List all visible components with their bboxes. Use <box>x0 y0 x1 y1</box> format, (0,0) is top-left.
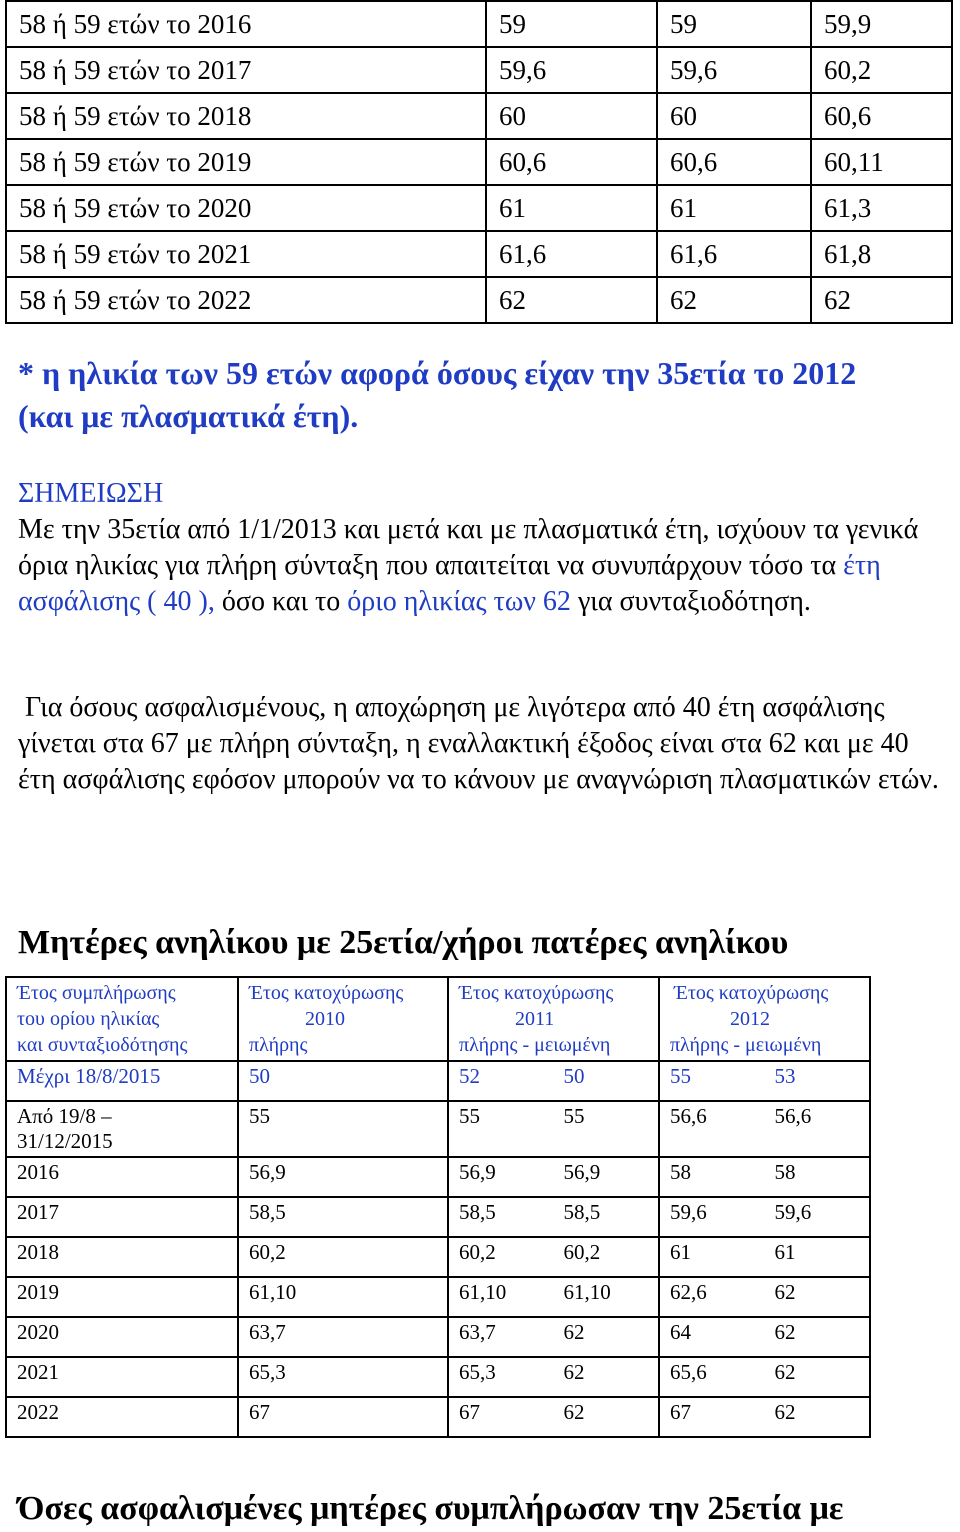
cell: 61 <box>764 1237 870 1277</box>
table-row <box>6 1157 870 1197</box>
cell: Μέχρι 18/8/2015 <box>6 1061 238 1101</box>
cell: 50 <box>238 1061 448 1101</box>
cell-line: 2021 <box>17 1360 59 1384</box>
cell: 55 <box>553 1101 658 1157</box>
note-title: ΣΗΜΕΙΩΣΗ <box>18 478 164 509</box>
mothers-table <box>5 976 871 1438</box>
cell: 58 <box>659 1157 765 1197</box>
cell-year <box>6 1101 238 1157</box>
table-row <box>6 1317 870 1357</box>
table-row <box>6 277 952 323</box>
header-line: πλήρης <box>249 1034 308 1056</box>
table-row <box>6 1101 870 1157</box>
cell: 61,6 <box>657 231 811 277</box>
cell-year <box>6 1317 238 1357</box>
cell: 50 <box>553 1061 658 1101</box>
cell: 59,6 <box>764 1197 870 1237</box>
cell: 56,9 <box>448 1157 553 1197</box>
cell: 62 <box>553 1357 658 1397</box>
table-row <box>6 1357 870 1397</box>
table-row <box>6 93 952 139</box>
cell-line: 2022 <box>17 1400 59 1424</box>
cell: 60,6 <box>657 139 811 185</box>
header-line: 2012 <box>729 1008 770 1030</box>
cell: 55 <box>238 1101 448 1157</box>
cell: 61,10 <box>448 1277 553 1317</box>
cell: 65,3 <box>238 1357 448 1397</box>
header-line: 2011 <box>515 1008 555 1030</box>
cell: 61,8 <box>811 231 952 277</box>
cell: 60,6 <box>486 139 657 185</box>
cell: 62,6 <box>659 1277 765 1317</box>
cell: 62 <box>811 277 952 323</box>
cell: 61 <box>659 1237 765 1277</box>
cell: 60,6 <box>811 93 952 139</box>
cell: 59 <box>486 1 657 47</box>
cell: 58 ή 59 ετών το 2021 <box>6 231 486 277</box>
header-2011 <box>448 977 659 1061</box>
cell: 55 <box>448 1101 553 1157</box>
cell: 60,2 <box>811 47 952 93</box>
table-row <box>6 1397 870 1437</box>
cell: 62 <box>764 1277 870 1317</box>
cell-line: 2018 <box>17 1240 59 1264</box>
paragraph-early-exit: Για όσους ασφαλισμένους, η αποχώρηση με λιγότερα από 40 έτη ασφάλισης γίνεται στα 67 με πλήρη σύνταξη, η εναλλακτική έξοδος είναι στα 62 και με 40 έτη ασφάλισης εφόσον μπορούν να το κάνουν με αναγνώριση πλασματικών ετών. <box>18 692 939 795</box>
cell: 62 <box>486 277 657 323</box>
age-limits-table <box>5 0 953 324</box>
cell: 58 ή 59 ετών το 2022 <box>6 277 486 323</box>
note-section <box>18 476 943 620</box>
cell: 59 <box>657 1 811 47</box>
table-row <box>6 231 952 277</box>
header-line: Έτος κατοχύρωσης <box>459 982 614 1004</box>
cell-line: 2016 <box>17 1160 59 1184</box>
cell: 60,11 <box>811 139 952 185</box>
cell-line: 31/12/2015 <box>17 1129 113 1153</box>
cell: 65,3 <box>448 1357 553 1397</box>
header-line: πλήρης - μειωμένη <box>669 1034 822 1056</box>
cell: 56,6 <box>659 1101 765 1157</box>
cell: 59,6 <box>659 1197 765 1237</box>
cell: 58,5 <box>448 1197 553 1237</box>
cell-year <box>6 1157 238 1197</box>
cell-year <box>6 1237 238 1277</box>
cell: 58 ή 59 ετών το 2018 <box>6 93 486 139</box>
cell: 62 <box>553 1397 658 1437</box>
cell: 53 <box>764 1061 870 1101</box>
cell: 61 <box>486 185 657 231</box>
table-row <box>6 47 952 93</box>
cell: 58 ή 59 ετών το 2019 <box>6 139 486 185</box>
cell: 58 ή 59 ετών το 2017 <box>6 47 486 93</box>
cell: 62 <box>657 277 811 323</box>
cell-year <box>6 1357 238 1397</box>
note-text-c: για συνταξιοδότηση. <box>570 586 811 617</box>
header-2010 <box>238 977 448 1061</box>
cell: 59,6 <box>657 47 811 93</box>
cell-year <box>6 1197 238 1237</box>
table-row <box>6 1197 870 1237</box>
table-row <box>6 1 952 47</box>
cell: 62 <box>764 1317 870 1357</box>
cell: 63,7 <box>448 1317 553 1357</box>
table-header-row <box>6 977 870 1061</box>
cell: 56,9 <box>238 1157 448 1197</box>
header-line: Έτος κατοχύρωσης <box>249 982 404 1004</box>
cell: 62 <box>553 1317 658 1357</box>
cell: 67 <box>238 1397 448 1437</box>
table-row <box>6 1277 870 1317</box>
cell: 61,10 <box>553 1277 658 1317</box>
table-row <box>6 185 952 231</box>
table-row <box>6 139 952 185</box>
header-line: 2010 <box>305 1008 345 1030</box>
cell: 59,9 <box>811 1 952 47</box>
cell: 65,6 <box>659 1357 765 1397</box>
cell-line: 2017 <box>17 1200 59 1224</box>
table-row <box>6 1061 870 1101</box>
cell: 60,2 <box>238 1237 448 1277</box>
header-line: Έτος κατοχύρωσης <box>673 982 829 1004</box>
cell: 67 <box>659 1397 765 1437</box>
cell: 63,7 <box>238 1317 448 1357</box>
cell: 60,2 <box>448 1237 553 1277</box>
cell: 58 ή 59 ετών το 2016 <box>6 1 486 47</box>
final-heading: Όσες ασφαλισμένες μητέρες συμπλήρωσαν την 25ετία με <box>18 1490 844 1527</box>
note-body <box>18 512 943 620</box>
note-text-b: όσο και το <box>214 586 348 617</box>
cell-line: 2019 <box>17 1280 59 1304</box>
cell: 52 <box>448 1061 553 1101</box>
header-completion-year <box>6 977 238 1061</box>
cell: 58 ή 59 ετών το 2020 <box>6 185 486 231</box>
note-highlight-age-limit: όριο ηλικίας των 62 <box>347 586 571 617</box>
cell: 58,5 <box>553 1197 658 1237</box>
cell: 60,2 <box>553 1237 658 1277</box>
header-line: Έτος συμπλήρωσης <box>17 982 176 1004</box>
cell: 58 <box>764 1157 870 1197</box>
cell: 56,9 <box>553 1157 658 1197</box>
cell: 62 <box>764 1397 870 1437</box>
note-highlight-insurance-years: έτη ασφάλισης ( 40 ), <box>18 550 881 617</box>
cell: 56,6 <box>764 1101 870 1157</box>
cell-line: Από 19/8 – <box>17 1104 112 1128</box>
cell: 61 <box>657 185 811 231</box>
cell: 61,6 <box>486 231 657 277</box>
cell: 60 <box>657 93 811 139</box>
header-line: του ορίου ηλικίας <box>17 1008 160 1030</box>
cell: 58,5 <box>238 1197 448 1237</box>
footnote: * η ηλικία των 59 ετών αφορά όσους είχαν την 35ετία το 2012 (και με πλασματικά έτη). <box>18 355 857 434</box>
table-row <box>6 1237 870 1277</box>
cell-year <box>6 1277 238 1317</box>
section-heading: Μητέρες ανηλίκου με 25ετία/χήροι πατέρες ανηλίκου <box>18 924 789 961</box>
cell-line: 2020 <box>17 1320 59 1344</box>
header-line: και συνταξιοδότησης <box>17 1034 188 1056</box>
cell: 61,10 <box>238 1277 448 1317</box>
note-text-a: Με την 35ετία από 1/1/2013 και μετά και με πλασματικά έτη, ισχύουν τα γενικά όρια ηλικίας για πλήρη σύνταξη που απαιτείται να συνυπάρχουν τόσο τα <box>18 514 919 581</box>
cell: 60 <box>486 93 657 139</box>
cell-year <box>6 1397 238 1437</box>
cell: 67 <box>448 1397 553 1437</box>
cell: 59,6 <box>486 47 657 93</box>
header-2012 <box>659 977 870 1061</box>
cell: 61,3 <box>811 185 952 231</box>
cell: 62 <box>764 1357 870 1397</box>
cell: 64 <box>659 1317 765 1357</box>
header-line: πλήρης - μειωμένη <box>459 1034 611 1056</box>
cell: 55 <box>659 1061 765 1101</box>
